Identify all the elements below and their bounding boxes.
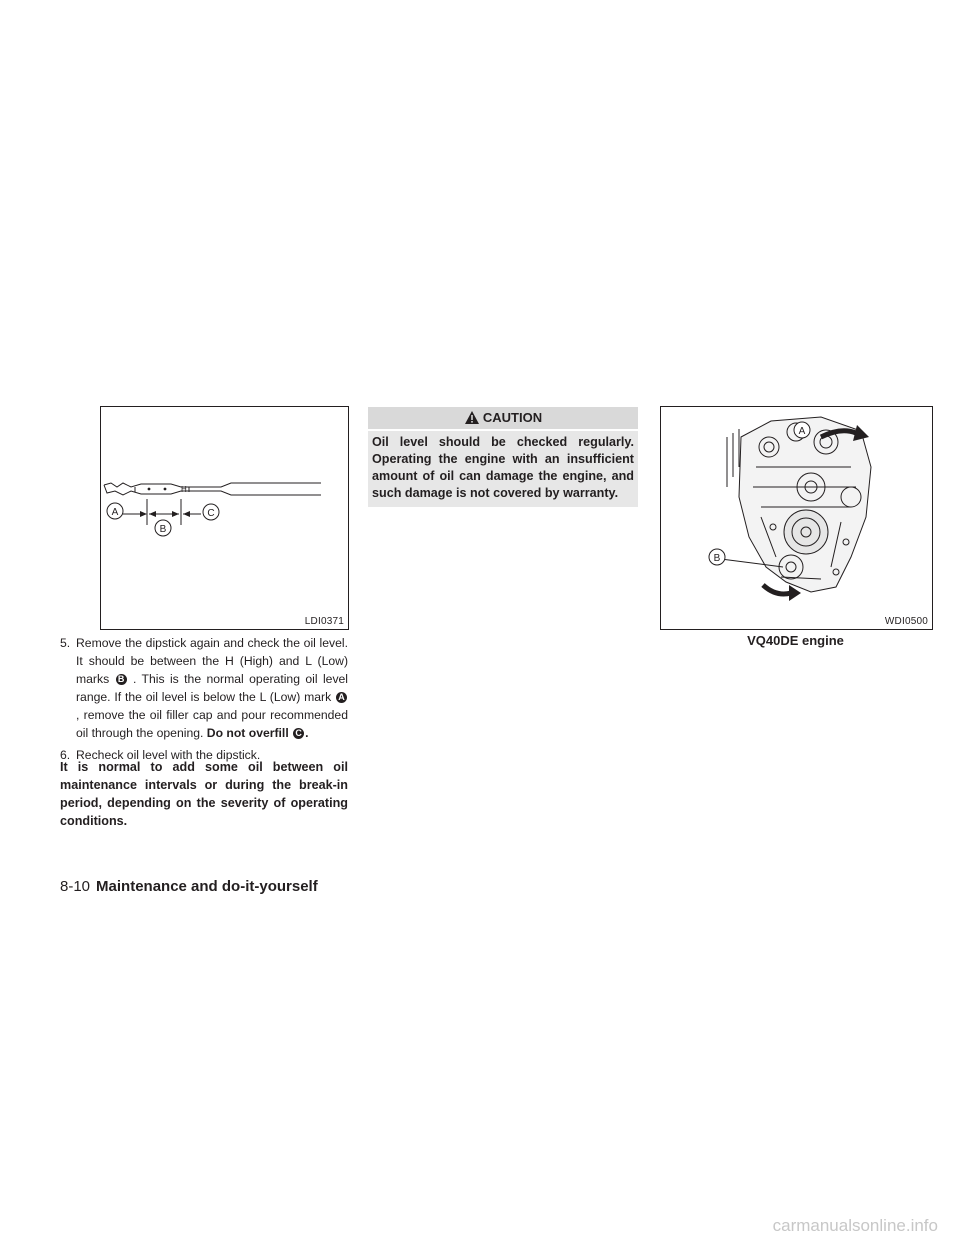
page-footer <box>60 878 318 895</box>
callout-b <box>709 549 725 565</box>
step-period: . <box>305 726 309 740</box>
dipstick-illustration <box>101 407 348 629</box>
dipstick-figure <box>100 406 349 630</box>
step-text: , remove the oil filler cap and pour recommended oil through the opening. <box>76 708 348 740</box>
step-emphasis: Do not overfill <box>206 726 289 740</box>
mark-b-icon: B <box>116 674 127 685</box>
procedure-steps <box>60 634 348 768</box>
svg-text:C: C <box>207 508 215 519</box>
svg-text:A: A <box>111 507 119 518</box>
section-title: Maintenance and do-it-yourself <box>96 878 318 895</box>
figure-id: WDI0500 <box>884 616 928 627</box>
callout-a <box>107 503 123 519</box>
step-number: 5. <box>60 636 71 650</box>
svg-text:B: B <box>713 553 721 564</box>
step-text: . This is the normal operating oil level range. If the oil level is below the L (Low) mark <box>76 672 349 704</box>
callout-a <box>794 422 810 438</box>
engine-figure <box>660 406 933 630</box>
watermark: carmanualsonline.info <box>772 1216 938 1235</box>
step-text: Recheck oil level with the dipstick. <box>76 748 261 762</box>
mark-a-icon: A <box>336 692 347 703</box>
mark-c-icon: C <box>293 728 304 739</box>
engine-illustration <box>661 407 932 629</box>
figure-id: LDI0371 <box>304 616 344 627</box>
step-5 <box>60 634 348 742</box>
warning-icon <box>464 410 480 425</box>
caution-body: Oil level should be checked regularly. Operating the engine with an insufficient amount of oil can damage the engine, and such damage is not covered by warranty. <box>368 431 638 507</box>
engine-figure-caption: VQ40DE engine <box>747 633 844 648</box>
svg-text:H: H <box>181 485 187 494</box>
page-number: 8-10 <box>60 878 91 895</box>
step-number: 6. <box>60 748 71 762</box>
callout-c <box>203 504 219 520</box>
svg-text:A: A <box>798 426 806 437</box>
caution-title: CAUTION <box>482 410 543 425</box>
caution-header <box>368 407 638 429</box>
svg-text:B: B <box>159 524 167 535</box>
oil-note: It is normal to add some oil between oil maintenance intervals or during the break-in period, depending on the severity of operating conditions. <box>60 760 348 828</box>
step-text: Remove the dipstick again and check the oil level. It should be between the H (High) and L (Low) marks <box>76 636 348 686</box>
callout-b <box>155 520 171 536</box>
